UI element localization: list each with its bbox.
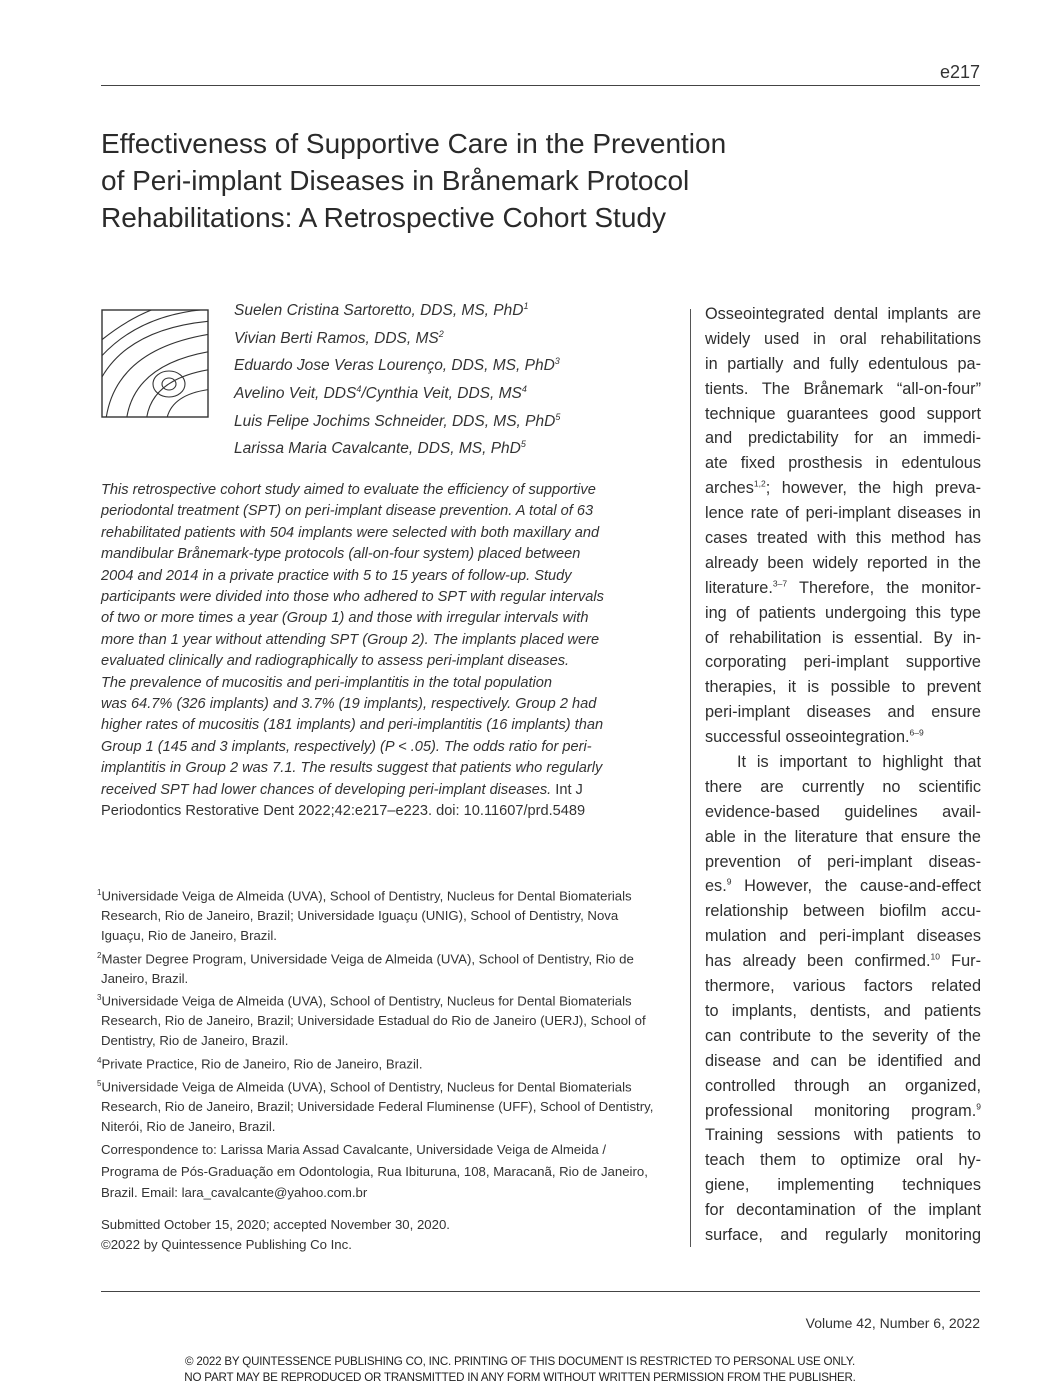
abstract-line: rehabilitated patients with 504 implants were selected with both maxillary and <box>101 524 600 541</box>
body-line: peri-implant diseases and ensure <box>705 703 981 722</box>
submitted-date: Submitted October 15, 2020; accepted November 30, 2020. <box>101 1217 450 1232</box>
affiliation-line: Research, Rio de Janeiro, Brazil; Universidade Estadual do Rio de Janeiro (UERJ), School of <box>101 1013 646 1029</box>
abstract-line: mandibular Brånemark-type protocols (all-on-four system) placed between <box>101 546 581 563</box>
body-line: in partially and fully edentulous pa- <box>705 354 981 373</box>
submission-info <box>101 1215 450 1254</box>
body-line: there are currently no scientific <box>705 777 981 796</box>
abstract-line: was 64.7% (326 implants) and 3.7% (19 implants), respectively. Group 2 had <box>101 696 597 713</box>
body-line: surface, and regularly monitoring <box>705 1225 981 1244</box>
header-rule <box>101 85 980 86</box>
body-line: technique guarantees good support <box>705 404 981 423</box>
author: Vivian Berti Ramos, DDS, $MS^2$ <box>234 328 444 347</box>
author: Larissa Maria Cavalcante, DDS, MS, PhD$^5$ <box>234 439 526 458</box>
affiliation-line: Niterói, Rio de Janeiro, Brazil. <box>101 1118 276 1134</box>
section-logo-icon <box>101 309 209 418</box>
affiliation-line: Janeiro, Brazil. <box>101 970 189 986</box>
body-line: of rehabilitation is essential. By in- <box>705 628 981 647</box>
column-bar <box>690 309 691 1247</box>
body-line: It is important to highlight that <box>737 753 981 772</box>
abstract-line: The prevalence of mucositis and peri-implantitis in the total population <box>101 674 553 691</box>
abstract-line: of two or more times a year (Group 1) and those with irregular intervals with <box>101 610 589 627</box>
abstract-line: participants were divided into those who adhered to SPT with regular intervals <box>101 589 604 606</box>
author: Avelino Veit, DDS$^4$/Cynthia Veit, DDS, $MS^4$ <box>234 383 527 403</box>
affiliation-line: $^4$Private Practice, Rio de Janeiro, Rio de Janeiro, Brazil. <box>97 1055 423 1072</box>
author: Suelen Cristina Sartoretto, DDS, MS, PhD$^1$ <box>234 301 529 320</box>
body-line: lence rate of peri-implant diseases in <box>705 504 981 523</box>
author: Luis Felipe Jochims Schneider, DDS, MS, PhD$^5$ <box>234 411 561 430</box>
body-text-column <box>705 302 981 1248</box>
body-line: disease and can be identified and <box>705 1051 981 1070</box>
title-line: of Peri-implant Diseases in Brånemark Protocol <box>101 165 690 196</box>
body-line: widely used in oral rehabilitations <box>705 329 981 348</box>
body-line: ate fixed prosthesis in edentulous <box>705 454 981 473</box>
body-line: cases treated with this method has <box>705 529 981 548</box>
correspondence-line: Correspondence to: Larissa Maria Assad Cavalcante, Universidade Veiga de Almeida / <box>101 1142 607 1157</box>
affiliations <box>97 883 687 1136</box>
affiliation-line: $^3$Universidade Veiga de Almeida (UVA), School of Dentistry, Nucleus for Dental Biomaterials <box>97 993 632 1009</box>
abstract-line: periodontal treatment (SPT) on peri-implant disease prevention. A total of 63 <box>101 503 594 520</box>
abstract-line: 2004 and 2014 in a private practice with 5 to 15 years of follow-up. Study <box>101 567 572 584</box>
copyright-line: © 2022 BY QUINTESSENCE PUBLISHING CO, INC. PRINTING OF THIS DOCUMENT IS RESTRICTED TO PERSONAL USE ONLY. <box>185 1355 855 1368</box>
author: Eduardo Jose Veras Lourenço, DDS, MS, PhD$^3$ <box>234 356 560 375</box>
title-line: Rehabilitations: A Retrospective Cohort Study <box>101 202 666 233</box>
abstract-citation: Periodontics Restorative Dent 2022;42:e217–e223. doi: 10.11607/prd.5489 <box>101 803 586 820</box>
body-line: professional monitoring program.$^9$ <box>705 1101 981 1120</box>
affiliation-line: $^2$Master Degree Program, Universidade Veiga de Almeida (UVA), School of Dentistry, Rio de <box>97 950 634 966</box>
body-line: Training sessions with patients to <box>705 1126 981 1145</box>
affiliation-line: Dentistry, Rio de Janeiro, Brazil. <box>101 1033 289 1049</box>
correspondence-line: Programa de Pós-Graduação em Odontologia, Rua Ibituruna, 108, Maracanã, Rio de Janeiro, <box>101 1163 648 1179</box>
affiliation-line: Research, Rio de Janeiro, Brazil; Universidade Federal Fluminense (UFF), School of Dentistry, <box>101 1098 654 1114</box>
body-line: already been widely reported in the <box>705 553 981 572</box>
body-line: can contribute to the severity of the <box>705 1026 981 1045</box>
title-line: Effectiveness of Supportive Care in the Prevention <box>101 128 727 159</box>
affiliation-line: $^5$Universidade Veiga de Almeida (UVA), School of Dentistry, Nucleus for Dental Biomaterials <box>97 1078 632 1095</box>
body-line: evidence-based guidelines avail- <box>705 802 981 821</box>
body-line: teach them to optimize oral hy- <box>705 1151 981 1170</box>
abstract-line: Group 1 (145 and 3 implants, respectively) (P < .05). The odds ratio for peri- <box>101 738 592 755</box>
abstract-line: received SPT had lower chances of developing peri-implant diseases. Int J <box>101 781 583 798</box>
body-line: arches$^{1,2}$; however, the high preva- <box>705 478 981 498</box>
correspondence-line: Brazil. Email: lara_cavalcante@yahoo.com.br <box>101 1185 368 1200</box>
author-list <box>234 295 560 461</box>
abstract <box>101 480 661 823</box>
body-line: Osseointegrated dental implants are <box>705 305 981 323</box>
body-line: successful osseointegration.$^{6-9}$ <box>705 727 924 747</box>
body-line: giene, implementing techniques <box>705 1176 981 1195</box>
volume-info: Volume 42, Number 6, 2022 <box>805 1315 980 1331</box>
abstract-line: implantitis in Group 2 was 7.1. The results suggest that patients who regularly <box>101 760 603 777</box>
page-number: e217 <box>939 62 980 82</box>
body-line: able in the literature that ensure the <box>705 827 981 846</box>
abstract-line: This retrospective cohort study aimed to evaluate the efficiency of supportive <box>101 482 596 498</box>
body-line: corporating peri-implant supportive <box>705 653 981 672</box>
publisher-copyright: ©2022 by Quintessence Publishing Co Inc. <box>101 1236 352 1252</box>
affiliation-line: Iguaçu, Rio de Janeiro, Brazil. <box>101 927 277 943</box>
copyright-line: NO PART MAY BE REPRODUCED OR TRANSMITTED IN ANY FORM WITHOUT WRITTEN PERMISSION FROM THE PUBLISHER. <box>184 1371 856 1384</box>
footer-rule <box>101 1291 980 1292</box>
body-line: for decontamination of the implant <box>705 1201 981 1220</box>
body-line: es.$^9$ However, the cause-and-effect <box>705 877 981 896</box>
correspondence <box>101 1139 691 1204</box>
body-line: literature.$^{3-7}$ Therefore, the monitor- <box>705 578 981 597</box>
body-line: therapies, it is possible to prevent <box>705 678 981 697</box>
affiliation-line: Research, Rio de Janeiro, Brazil; Universidade Iguaçu (UNIG), School of Dentistry, Nova <box>101 908 619 924</box>
copyright-notice <box>0 1354 1040 1386</box>
body-line: ing of patients undergoing this type <box>705 603 981 622</box>
body-line: prevention of peri-implant diseas- <box>705 852 981 871</box>
body-line: relationship between biofilm accu- <box>705 902 981 921</box>
body-line: and predictability for an immedi- <box>705 429 981 448</box>
abstract-line: evaluated clinically and radiographically to assess peri-implant diseases. <box>101 653 570 670</box>
abstract-line: higher rates of mucositis (181 implants) and peri-implantitis (16 implants) than <box>101 717 604 734</box>
affiliation-line: $^1$Universidade Veiga de Almeida (UVA), School of Dentistry, Nucleus for Dental Biomaterials <box>97 888 632 904</box>
body-line: has already been confirmed.$^{10}$ Fur- <box>705 951 981 971</box>
body-line: mulation and peri-implant diseases <box>705 927 981 946</box>
body-line: to implants, dentists, and patients <box>705 1001 981 1020</box>
article-title <box>101 125 861 236</box>
body-line: controlled through an organized, <box>705 1076 981 1095</box>
body-line: thermore, various factors related <box>705 977 981 996</box>
abstract-line: more than 1 year without attending SPT (Group 2). The implants placed were <box>101 631 600 648</box>
body-line: tients. The Brånemark “all-on-four” <box>705 379 981 398</box>
